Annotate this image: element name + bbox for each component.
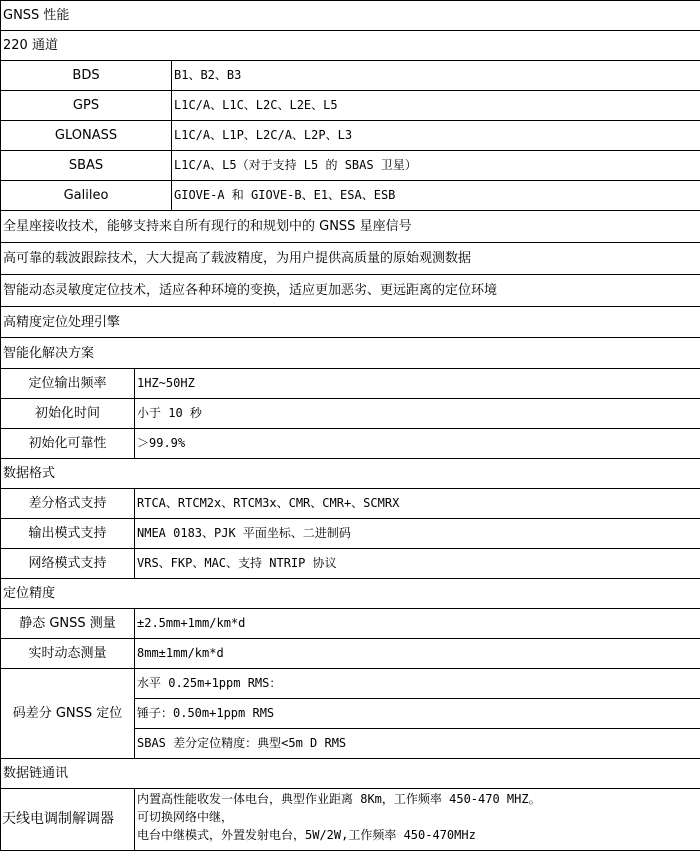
signal-row (1, 91, 700, 121)
radio-description (135, 789, 700, 851)
signal-system: SBAS (1, 151, 172, 181)
signal-row (1, 181, 700, 211)
section-row (1, 759, 700, 789)
signal-row (1, 61, 700, 91)
signal-row (1, 151, 700, 181)
radio-line: 电台中继模式，外置发射电台，5W/2W,工作频率 450-470MHz (137, 828, 476, 842)
section-row (1, 459, 700, 489)
accuracy-value: 8mm±1mm/km*d (135, 639, 700, 669)
code-diff-line: 水平 0.25m+1ppm RMS： (135, 669, 700, 699)
format-label: 输出模式支持 (1, 519, 135, 549)
signal-bands: GIOVE-A 和 GIOVE-B、E1、ESA、ESB (172, 181, 700, 211)
signal-system: GLONASS (1, 121, 172, 151)
radio-line: 内置高性能收发一体电台，典型作业距离 8Km，工作频率 450-470 MHZ。 (137, 792, 541, 806)
section-channels: 220 通道 (1, 31, 700, 61)
accuracy-label: 实时动态测量 (1, 639, 135, 669)
solution-label: 定位输出频率 (1, 369, 135, 399)
signal-bands: B1、B2、B3 (172, 61, 700, 91)
format-value: NMEA 0183、PJK 平面坐标、二进制码 (135, 519, 700, 549)
format-value: VRS、FKP、MAC、支持 NTRIP 协议 (135, 549, 700, 579)
feature-engine: 高精度定位处理引擎 (1, 307, 700, 338)
format-row (1, 549, 700, 579)
solution-value: ＞99.9% (135, 429, 700, 459)
accuracy-value: ±2.5mm+1mm/km*d (135, 609, 700, 639)
solution-value: 小于 10 秒 (135, 399, 700, 429)
section-row (1, 579, 700, 609)
signal-system: GPS (1, 91, 172, 121)
format-label: 差分格式支持 (1, 489, 135, 519)
signal-bands: L1C/A、L1C、L2C、L2E、L5 (172, 91, 700, 121)
code-diff-label: 码差分 GNSS 定位 (1, 669, 135, 759)
feature-carrier-tracking: 高可靠的载波跟踪技术，大大提高了载波精度，为用户提供高质量的原始观测数据 (1, 243, 700, 275)
feature-row (1, 275, 700, 307)
solution-value: 1HZ~50HZ (135, 369, 700, 399)
format-row (1, 489, 700, 519)
section-positioning-accuracy: 定位精度 (1, 579, 700, 609)
format-label: 网络模式支持 (1, 549, 135, 579)
feature-row (1, 243, 700, 275)
section-row (1, 338, 700, 369)
signal-system: BDS (1, 61, 172, 91)
signal-system: Galileo (1, 181, 172, 211)
radio-label: 天线电调制解调器 (1, 789, 135, 851)
code-diff-line: SBAS 差分定位精度：典型<5m D RMS (135, 729, 700, 759)
radio-line: 可切换网络中继， (137, 810, 234, 824)
accuracy-label: 静态 GNSS 测量 (1, 609, 135, 639)
section-data-link: 数据链通讯 (1, 759, 700, 789)
signal-bands: L1C/A、L5（对于支持 L5 的 SBAS 卫星） (172, 151, 700, 181)
format-value: RTCA、RTCM2x、RTCM3x、CMR、CMR+、SCMRX (135, 489, 700, 519)
solution-label: 初始化时间 (1, 399, 135, 429)
format-row (1, 519, 700, 549)
section-data-format: 数据格式 (1, 459, 700, 489)
code-diff-row (1, 669, 700, 699)
feature-constellation: 全星座接收技术，能够支持来自所有现行的和规划中的 GNSS 星座信号 (1, 211, 700, 243)
section-row (1, 31, 700, 61)
section-row (1, 1, 700, 31)
solution-label: 初始化可靠性 (1, 429, 135, 459)
feature-row (1, 211, 700, 243)
solution-row (1, 369, 700, 399)
section-smart-solution: 智能化解决方案 (1, 338, 700, 369)
feature-smart-positioning: 智能动态灵敏度定位技术，适应各种环境的变换，适应更加恶劣、更远距离的定位环境 (1, 275, 700, 307)
solution-row (1, 399, 700, 429)
code-diff-line: 锤子：0.50m+1ppm RMS (135, 699, 700, 729)
section-gnss-performance: GNSS 性能 (1, 1, 700, 31)
signal-row (1, 121, 700, 151)
accuracy-row (1, 639, 700, 669)
radio-row (1, 789, 700, 851)
feature-row (1, 307, 700, 338)
accuracy-row (1, 609, 700, 639)
solution-row (1, 429, 700, 459)
signal-bands: L1C/A、L1P、L2C/A、L2P、L3 (172, 121, 700, 151)
